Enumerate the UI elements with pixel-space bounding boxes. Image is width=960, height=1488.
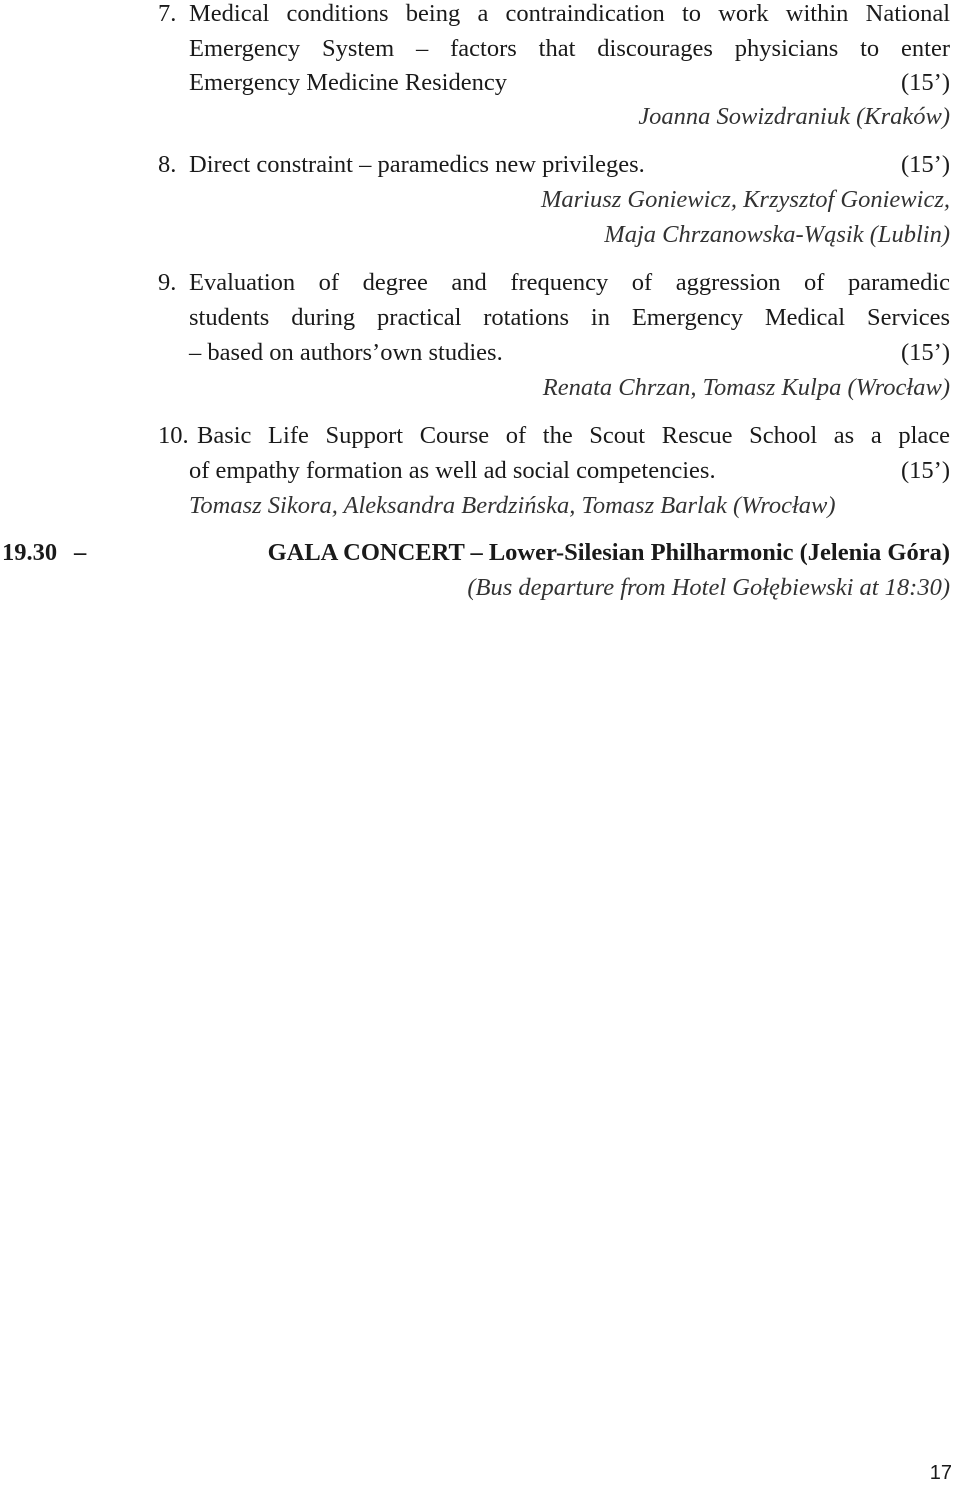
item-10-number: 10. <box>158 422 189 449</box>
item-9-title-last-line <box>189 341 950 366</box>
item-9-title-line-3: – based on authors’own studies. <box>189 339 503 366</box>
event-title: GALA CONCERT – Lower-Silesian Philharmonic (Jelenia Góra) <box>267 539 950 566</box>
item-8-title-line <box>189 153 950 178</box>
item-9-title-line-2: students during practical rotations in Emergency Medical Services <box>189 304 950 331</box>
event-time: 19.30 <box>2 539 58 566</box>
item-8-number: 8. <box>158 151 177 178</box>
item-7-authors: Joanna Sowizdraniuk (Kraków) <box>638 103 950 130</box>
item-10-authors: Tomasz Sikora, Aleksandra Berdzińska, Tomasz Barlak (Wrocław) <box>189 492 836 519</box>
item-9-title-line-1: Evaluation of degree and frequency of aggression of paramedic <box>189 269 950 296</box>
item-8-duration: (15’) <box>901 151 950 178</box>
item-7-title-last-line <box>189 71 950 96</box>
item-8-authors-line-2: Maja Chrzanowska-Wąsik (Lublin) <box>604 221 950 248</box>
item-7-title-line-1: Medical conditions being a contraindication to work within National <box>189 0 950 27</box>
event-dash: – <box>74 539 87 566</box>
item-7-number: 7. <box>158 0 177 27</box>
item-9-authors: Renata Chrzan, Tomasz Kulpa (Wrocław) <box>542 374 950 401</box>
item-7-title-line-2: Emergency System – factors that discourages physicians to enter <box>189 35 950 62</box>
page-number: 17 <box>929 1462 952 1484</box>
item-10-title-last-line <box>189 459 950 484</box>
item-10-title-line-2: of empathy formation as well ad social competencies. <box>189 457 716 484</box>
item-8-title: Direct constraint – paramedics new privileges. <box>189 151 645 178</box>
item-9-duration: (15’) <box>901 339 950 366</box>
item-9-number: 9. <box>158 269 177 296</box>
event-note: (Bus departure from Hotel Gołębiewski at 18:30) <box>467 574 950 601</box>
item-8-authors-line-1: Mariusz Goniewicz, Krzysztof Goniewicz, <box>540 186 950 213</box>
item-10-duration: (15’) <box>901 457 950 484</box>
item-7-title-line-3: Emergency Medicine Residency <box>189 69 507 96</box>
item-10-title-line-1: Basic Life Support Course of the Scout Rescue School as a place <box>197 422 950 449</box>
item-7-duration: (15’) <box>901 69 950 96</box>
